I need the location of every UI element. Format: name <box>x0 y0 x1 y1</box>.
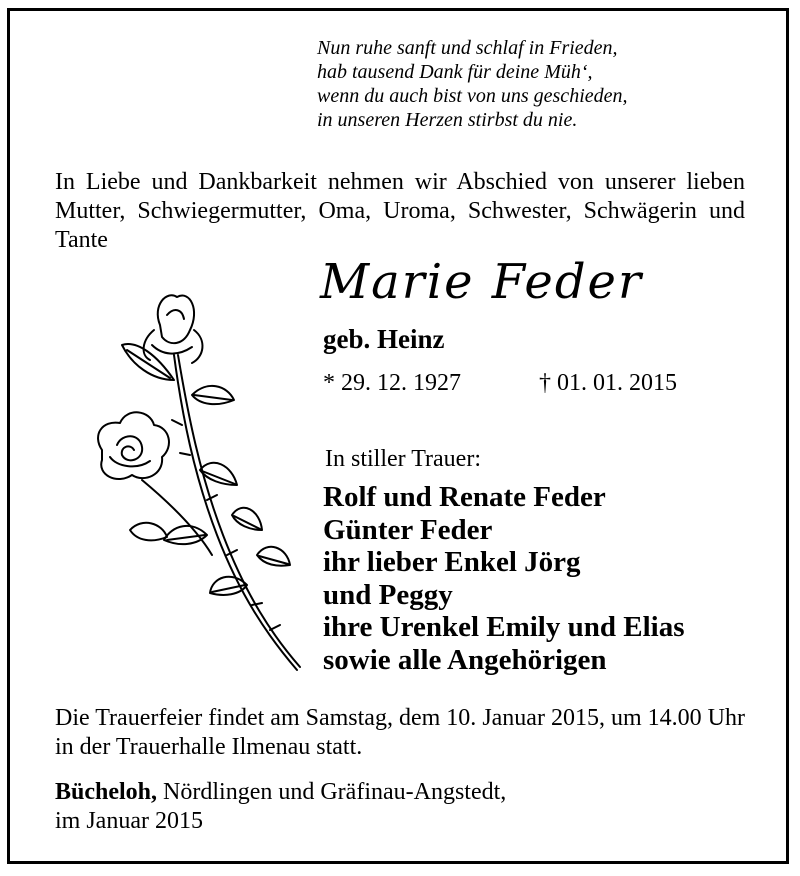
birth-date: * 29. 12. 1927 <box>323 370 461 396</box>
rose-icon <box>82 285 307 675</box>
maiden-name: geb. Heinz <box>323 324 445 354</box>
mourner-line: und Peggy <box>323 578 453 611</box>
mourners-label: In stiller Trauer: <box>325 446 481 472</box>
place-rest: Nördlingen und Gräfinau-Angstedt, <box>157 779 507 805</box>
poem-line: in unseren Herzen stirbst du nie. <box>317 109 578 131</box>
mourners-list <box>323 481 685 676</box>
deceased-name: Marie Feder <box>320 254 643 310</box>
poem-line: hab tausend Dank für deine Müh‘, <box>317 61 593 83</box>
places-line <box>55 778 506 807</box>
mourner-line: ihr lieber Enkel Jörg <box>323 546 581 578</box>
service-info: Die Trauerfeier findet am Samstag, dem 10. Januar 2015, um 14.00 Uhr in der Trauerhalle Ilmenau statt. <box>55 705 745 760</box>
places-and-date <box>55 778 506 836</box>
place-bold: Bücheloh, <box>55 779 158 805</box>
poem <box>317 36 628 132</box>
death-date: † 01. 01. 2015 <box>539 370 677 396</box>
mourner-line: Günter Feder <box>323 513 493 546</box>
intro-text: In Liebe und Dankbarkeit nehmen wir Abschied von unserer lieben Mutter, Schwiegermutter, Oma, Uroma, Schwester, Schwägerin und Tante <box>55 169 745 253</box>
date-line: im Januar 2015 <box>55 808 203 834</box>
mourner-line: ihre Urenkel Emily und Elias <box>323 611 685 643</box>
poem-line: Nun ruhe sanft und schlaf in Frieden, <box>317 37 618 59</box>
mourner-line: sowie alle Angehörigen <box>323 643 607 676</box>
mourner-line: Rolf und Renate Feder <box>323 481 606 513</box>
poem-line: wenn du auch bist von uns geschieden, <box>317 85 628 107</box>
